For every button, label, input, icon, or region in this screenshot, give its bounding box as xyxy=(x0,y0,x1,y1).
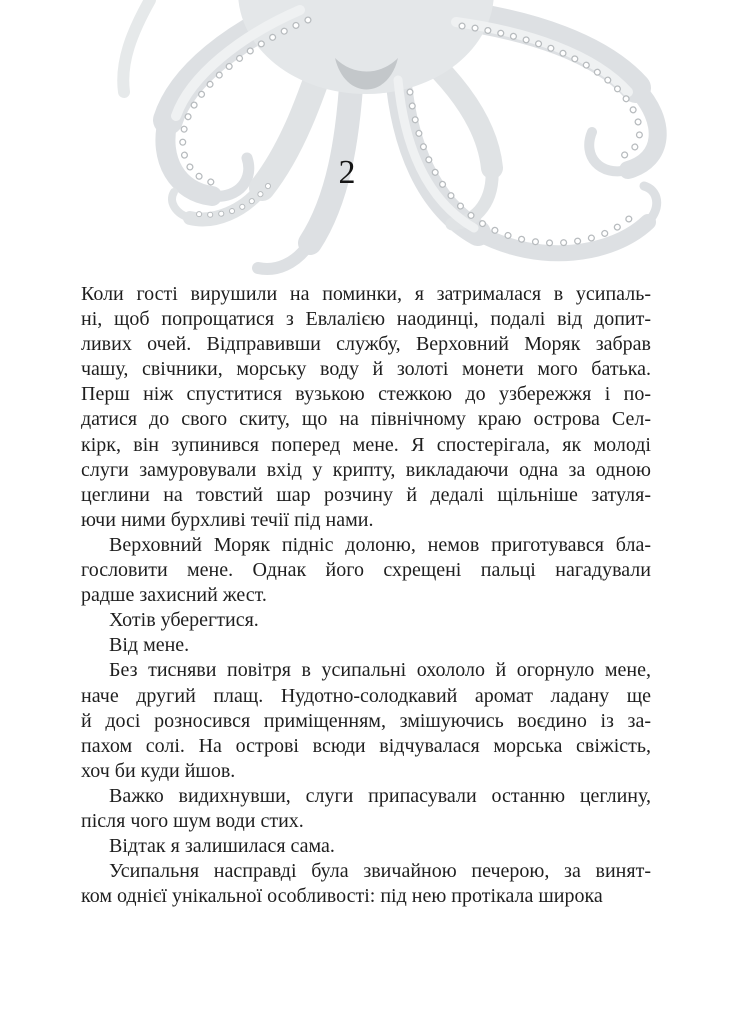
text-line: чашу, свічники, морську воду й золоті монети мого батька. xyxy=(81,358,651,381)
paragraph xyxy=(81,282,651,533)
text-line: Важко видихнувши, слуги припасували останню цеглину, xyxy=(109,784,651,807)
paragraph xyxy=(81,834,651,859)
chapter-number: 2 xyxy=(338,154,356,191)
text-line: Без тисняви повітря в усипальні охололо й огорнуло мене, xyxy=(109,659,651,682)
paragraph xyxy=(81,633,651,658)
text-line: цеглини на товстий шар розчину й дедалі щільніше затуля- xyxy=(81,483,651,506)
text-line: Від мене. xyxy=(109,634,190,657)
text-line: пахом солі. На острові всюди відчувалася морська свіжість, xyxy=(81,734,651,757)
paragraph xyxy=(81,533,651,608)
text-line: гословити мене. Однак його схрещені пальці нагадували xyxy=(81,559,651,582)
text-line: Хотів уберегтися. xyxy=(109,609,259,632)
text-line: датися до свого скиту, що на північному краю острова Сел- xyxy=(81,408,651,431)
text-line: кірк, він зупинився поперед мене. Я спостерігала, як молоді xyxy=(81,433,651,456)
text-line: ливих очей. Відправивши службу, Верховний Моряк забрав xyxy=(81,333,651,356)
text-line: наче другий плащ. Нудотно-солодкавий аромат ладану ще xyxy=(81,684,651,707)
text-line: й досі розносився приміщенням, змішуючись воєдино із за- xyxy=(81,709,651,732)
text-line: ючи ними бурхливі течії під нами. xyxy=(81,508,374,531)
chapter-header xyxy=(0,0,732,280)
text-line: хоч би куди йшов. xyxy=(81,759,236,782)
text-line: Усипальня насправді була звичайною печерою, за винят- xyxy=(109,860,651,883)
text-line: Перш ніж спуститися вузькою стежкою до узбережжя і по- xyxy=(81,383,651,406)
paragraph xyxy=(81,608,651,633)
text-line: ком однієї унікальної особливості: під нею протікала широка xyxy=(81,885,603,908)
text-line: Відтак я залишилася сама. xyxy=(109,835,335,858)
text-line: ні, щоб попрощатися з Евлалією наодинці, подалі від допит- xyxy=(81,308,651,331)
text-line: Коли гості вирушили на поминки, я затрималася в усипаль- xyxy=(81,283,651,305)
octopus-illustration xyxy=(0,0,732,280)
text-line: радше захисний жест. xyxy=(81,584,267,607)
text-line: після чого шум води стих. xyxy=(81,809,304,832)
paragraph xyxy=(81,784,651,834)
paragraph xyxy=(81,859,651,909)
text-line: Верховний Моряк підніс долоню, немов приготувався бла- xyxy=(109,533,651,556)
text-block xyxy=(81,282,651,909)
paragraph xyxy=(81,658,651,783)
text-line: слуги замуровували вхід у крипту, викладаючи одна за одною xyxy=(81,458,651,481)
